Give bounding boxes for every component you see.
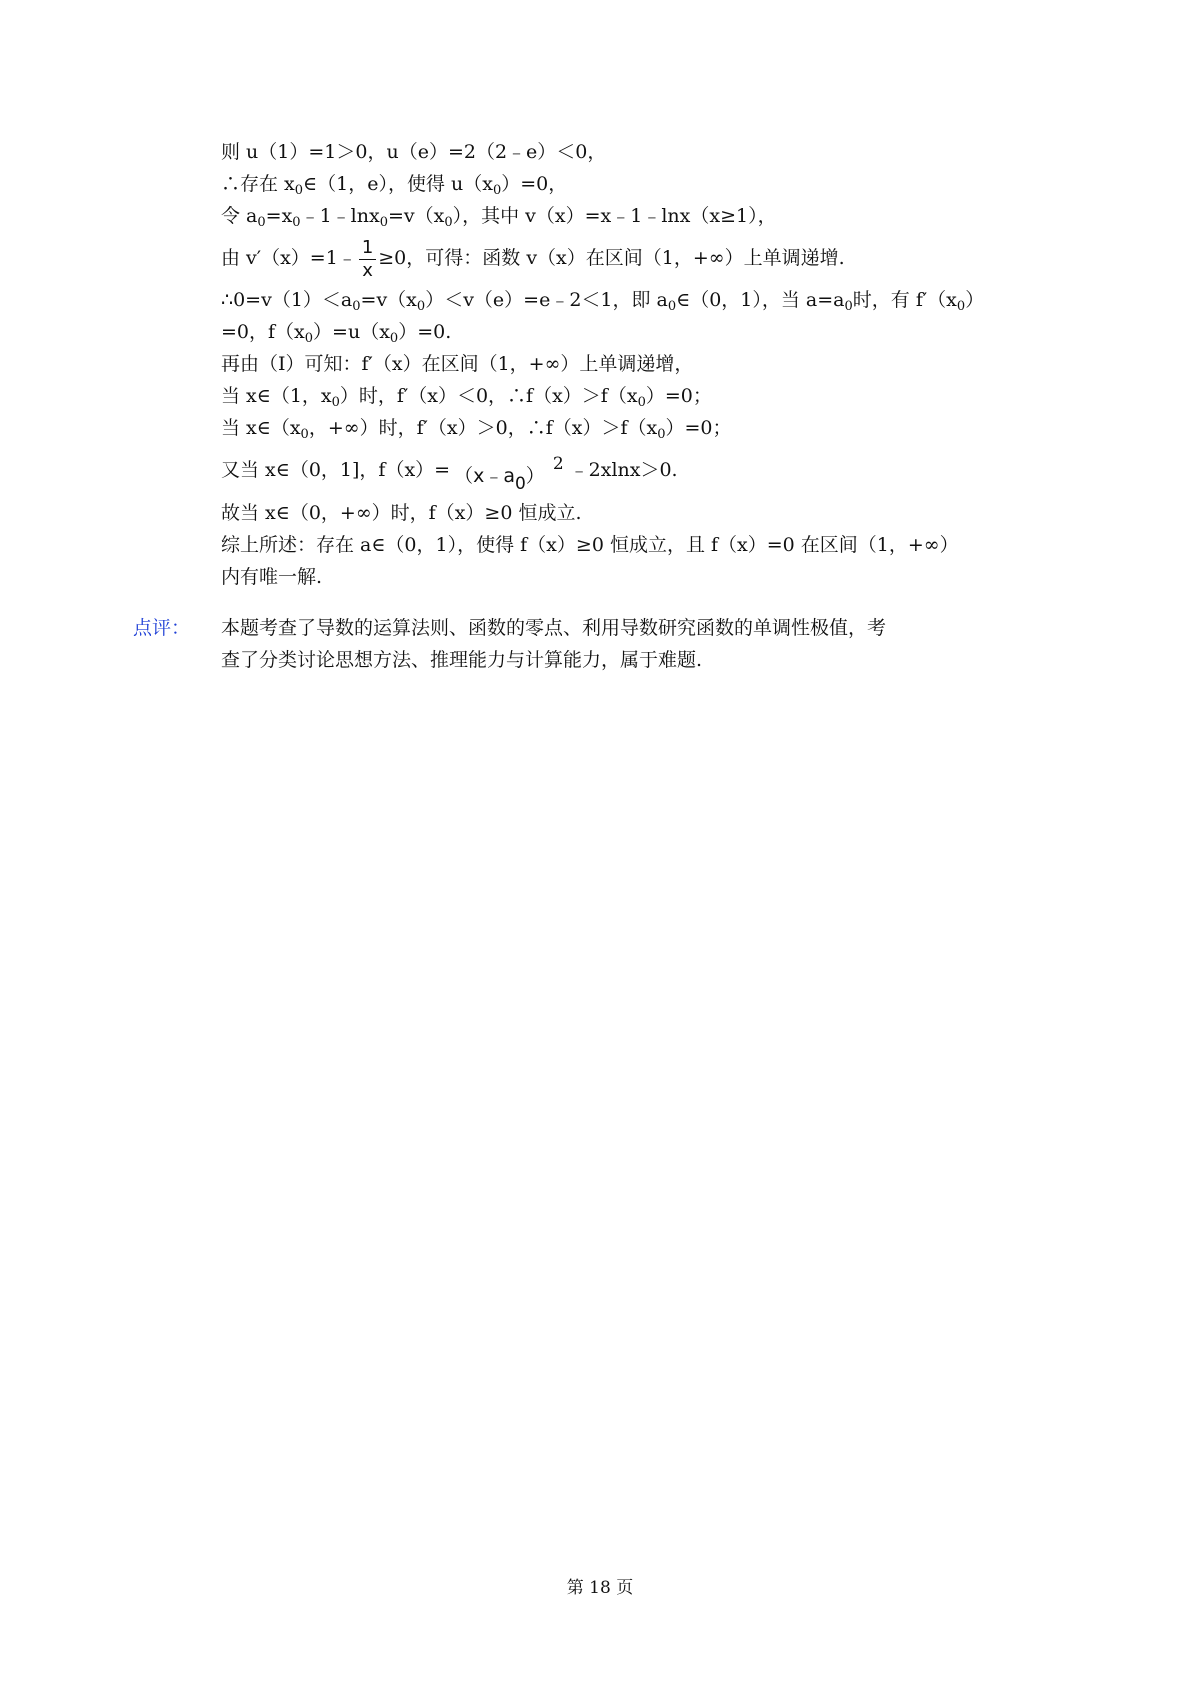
fraction-one-over-x: $\frac{1}{x}$ [359,237,376,282]
solution-line-9: 当 $x\in(x_0$，+∞）时，f′（x）＞0，$\therefore f(x)>f(x_0)=0$； [221,417,732,442]
solution-line-6: =0，$f(x_0)=u(x_0)=0$. [221,321,452,346]
remark-line-2: 查了分类讨论思想方法、推理能力与计算能力，属于难题. [221,649,703,671]
solution-line-10: 又当 x∈（0，1]，$f(x)= (x﹣a_0)2$ ﹣2xlnx＞0. [221,444,1001,497]
solution-line-3: 令 $a_0=x_0﹣1﹣\ln x_0=v(x_0)$，其中 v（x）=x﹣1﹣lnx（x≥1）， [221,205,777,230]
solution-line-13: 内有唯一解. [221,566,323,588]
solution-line-1: 则 u（1）=1＞0，u（e）=2（2﹣e）＜0， [221,141,607,163]
solution-line-11: 故当 x∈（0，+∞）时，f（x）≥0 恒成立. [221,502,582,524]
remark-body [221,612,1013,676]
solution-line-12: 综上所述：存在 a∈（0，1），使得 f（x）≥0 恒成立，且 f（x）=0 在区间（1，+∞） [221,534,959,556]
remark-label: 点评： [133,617,191,639]
exponent: 2 [552,454,564,474]
page-number: 第 18 页 [566,1578,634,1598]
remark-section [133,612,1013,676]
solution-line-7: 再由（I）可知：f′（x）在区间（1，+∞）上单调递增， [221,353,694,375]
solution-line-8: 当 x∈（1，$x_0$）时，f′（x）＜0，$\therefore f(x)>f(x_0)=0$； [221,385,712,410]
remark-line-1: 本题考查了导数的运算法则、函数的零点、利用导数研究函数的单调性极值，考 [221,617,887,639]
expression-x-minus-a0: $(x﹣a_0)$ [454,465,545,494]
solution-line-4: 由 v′（x）=1﹣ $\frac{1}{x}$ ≥0，可得：函数 v（x）在区间（1，+∞）上单调递增. [221,236,845,281]
solution-line-2: ∴存在 $x_0\in(1$，e），使得 $u(x_0)=0$， [221,173,568,198]
solution-body [221,136,1001,593]
solution-line-5: $\therefore 0=v(1)<a_0=v(x_0)<v(e)=e﹣2<1$，即 $a_0\in(0$，1），当 $a=a_0$时，有 $f'(x_0)$ [221,289,985,314]
